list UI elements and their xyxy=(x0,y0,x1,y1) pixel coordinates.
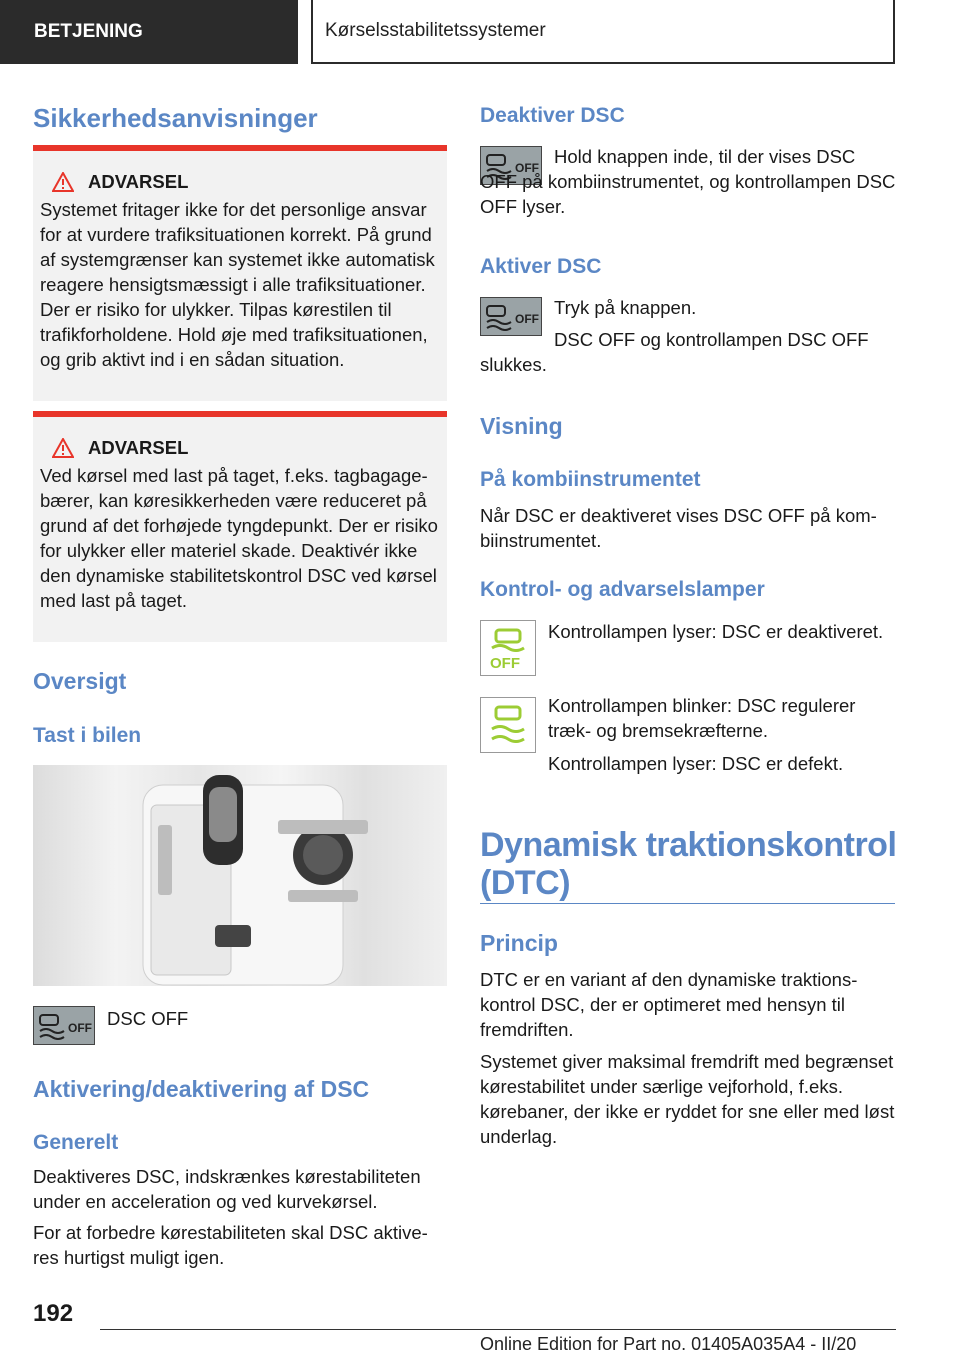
warning-box-2 xyxy=(33,411,447,642)
car-console-photo xyxy=(33,765,447,986)
princip-text-1: DTC er en variant af den dynamiske traktionskontrol DSC, der er optimeret med hensyn til fremdriften. xyxy=(480,969,858,1040)
heading-dtc xyxy=(480,826,896,902)
console-illustration xyxy=(33,765,447,986)
footer-edition: Online Edition for Part no. 01405A035A4 - II/20 xyxy=(480,1334,857,1354)
deaktiver-text: Hold knappen inde, til der vises DSC OFF på kombiinstrumentet, og kontrollampen DSC OFF lyser. xyxy=(480,146,896,217)
dsc-lamp-icon xyxy=(480,697,536,753)
section-tab: BETJENING xyxy=(0,0,298,64)
lamp-text-3: Kontrollampen lyser: DSC er defekt. xyxy=(548,753,844,774)
section-heading-safety: Sikkerhedsanvisninger xyxy=(33,103,318,133)
heading-princip: Princip xyxy=(480,930,558,956)
svg-text:OFF: OFF xyxy=(68,1021,92,1035)
warning-box-1 xyxy=(33,145,447,401)
heading-tast: Tast i bilen xyxy=(33,724,142,747)
aktiver-text-2: DSC OFF og kontrollampen DSC OFF slukkes. xyxy=(480,329,869,375)
warning-text: Systemet fritager ikke for det personlige ansvar for at vurdere trafiksituationen korrekt. På grund af systemgrænser kan systemet ikke automatisk reagere hensigtsmæssigt i alle trafiksituationer. Der er risiko for ulykker. Tilpas kørestilen til trafikforholdene. Hold øje med trafiksituationen, og grib aktivt ind i en sådan situation. xyxy=(40,199,435,370)
dtc-divider xyxy=(480,903,895,904)
generelt-text-2: For at forbedre kørestabiliteten skal DSC aktiveres hurtigst muligt igen. xyxy=(33,1222,428,1268)
svg-text:OFF: OFF xyxy=(515,312,539,326)
warning-label: ADVARSEL xyxy=(88,437,189,458)
generelt-text-1: Deaktiveres DSC, indskrænkes kørestabiliteten under en acceleration og ved kurvekørsel. xyxy=(33,1166,421,1212)
dsc-off-button-icon xyxy=(33,1006,95,1045)
heading-kombi: På kombiinstrumentet xyxy=(480,468,701,491)
heading-aktiver: Aktiver DSC xyxy=(480,255,602,278)
svg-text:OFF: OFF xyxy=(490,655,520,672)
svg-text:OFF: OFF xyxy=(515,161,539,175)
kombi-text: Når DSC er deaktiveret vises DSC OFF på kombiinstrumentet. xyxy=(480,505,877,551)
page-number: 192 xyxy=(33,1300,74,1327)
dsc-off-label: DSC OFF xyxy=(107,1008,189,1029)
heading-visning: Visning xyxy=(480,413,563,439)
aktiver-text-1: Tryk på knappen. xyxy=(554,297,697,318)
warning-label: ADVARSEL xyxy=(88,171,189,192)
heading-deaktiver: Deaktiver DSC xyxy=(480,104,625,127)
lamp-text-2: Kontrollampen blinker: DSC regulerer træk- og bremsekræfterne. xyxy=(548,695,856,741)
heading-generelt: Generelt xyxy=(33,1131,119,1154)
heading-lamper: Kontrol- og advarselslamper xyxy=(480,578,765,601)
warning-text: Ved kørsel med last på taget, f.eks. tagbagagebærer, kan køresikkerheden være reduceret på grund af det forhøjede tyngdepunkt. Der er risiko for ulykker eller materiel skade. Deaktivér ikke den dynamiske stabilitetskontrol DSC ved kørsel med last på taget. xyxy=(40,465,438,611)
footer-rule xyxy=(100,1329,896,1330)
heading-oversigt: Oversigt xyxy=(33,668,127,694)
warning-triangle-icon xyxy=(52,172,74,192)
chapter-title: Kørselsstabilitetssystemer xyxy=(311,0,895,64)
heading-aktivering: Aktivering/deaktivering af DSC xyxy=(33,1076,370,1102)
dsc-off-lamp-icon xyxy=(480,620,536,676)
princip-text-2: Systemet giver maksimal fremdrift med begrænset kørestabilitet under særlige vejforhold, f.eks. kørebaner, der ikke er ryddet for sne eller med løst underlag. xyxy=(480,1051,895,1147)
lamp-text-1: Kontrollampen lyser: DSC er deaktiveret. xyxy=(548,621,884,642)
heading-dtc-line-2: (DTC) xyxy=(480,864,571,902)
heading-dtc-line-1: Dynamisk traktionskontrol xyxy=(480,826,897,864)
warning-triangle-icon xyxy=(52,438,74,458)
